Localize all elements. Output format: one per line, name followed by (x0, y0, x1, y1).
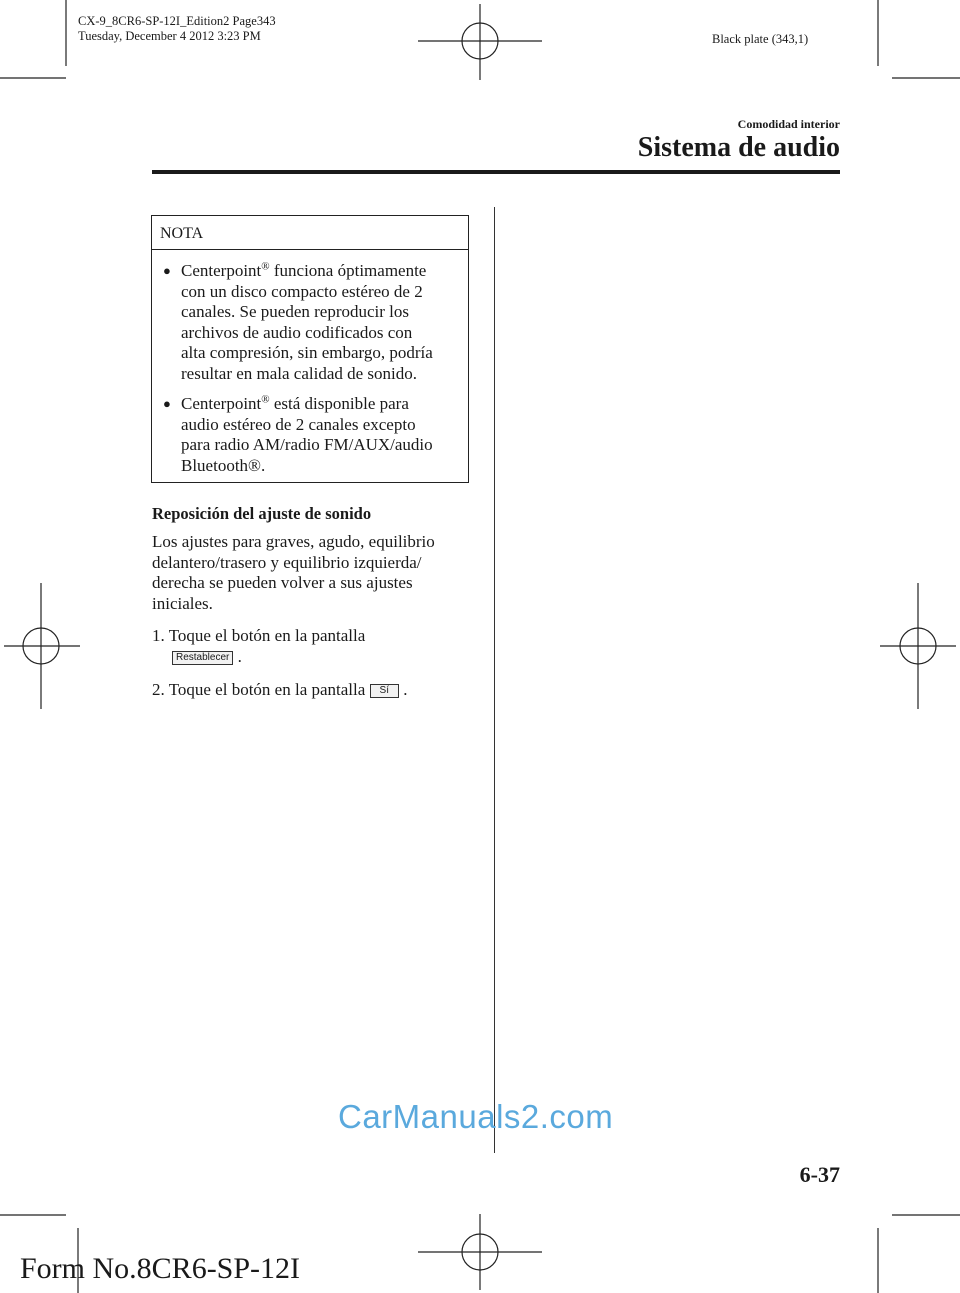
note-item-1-line: con un disco compacto estéreo de 2 (181, 281, 423, 301)
column-divider (494, 207, 495, 1153)
note-title: NOTA (152, 216, 468, 250)
section-title: Comodidad interior (737, 117, 840, 131)
plate-label: Black plate (343,1) (712, 32, 809, 46)
note-item-1-line: archivos de audio codificados con (181, 322, 413, 342)
note-item-2-line: para radio AM/radio FM/AUX/audio (181, 435, 433, 454)
note-item-1-line: canales. Se pueden reproducir los (181, 302, 409, 321)
note-item-2-text (181, 394, 466, 476)
step-2 (152, 680, 492, 701)
registered-mark: ® (261, 260, 270, 273)
note-item-2-line: audio estéreo de 2 canales excepto (181, 414, 416, 434)
print-metadata (78, 14, 276, 44)
reset-paragraph-line: Los ajustes para graves, agudo, equilibrio (152, 532, 435, 551)
note-item-1-line: alta compresión, sin embargo, podría (181, 343, 433, 362)
note-item-1 (163, 261, 463, 391)
bullet-icon: ● (163, 263, 171, 278)
reset-heading: Reposición del ajuste de sonido (152, 504, 372, 523)
print-metadata-line1: CX-9_8CR6-SP-12I_Edition2 Page343 (78, 14, 276, 28)
note-box (151, 215, 469, 483)
note-item-2-prefix: Centerpoint (181, 394, 262, 413)
step-1-button-line (172, 647, 242, 667)
note-item-1-prefix: Centerpoint (181, 261, 262, 280)
reset-paragraph-line: iniciales. (152, 593, 213, 613)
restablecer-button-icon: Restablecer (172, 651, 233, 665)
note-item-2-line: está disponible para (269, 394, 409, 413)
step-2-end: . (403, 680, 408, 699)
bullet-icon: ● (163, 396, 171, 411)
note-item-2 (163, 394, 463, 478)
page-number: 6-37 (799, 1162, 840, 1187)
form-number: Form No.8CR6-SP-12I (20, 1252, 301, 1285)
chapter-title: Sistema de audio (637, 132, 840, 163)
reset-paragraph-line: delantero/trasero y equilibrio izquierda/ (152, 552, 422, 572)
note-item-1-line: resultar en mala calidad de sonido. (181, 363, 418, 383)
reset-paragraph (152, 532, 482, 614)
registered-mark: ® (261, 393, 270, 406)
watermark: CarManuals2.com (338, 1098, 614, 1135)
header-rule (152, 170, 840, 174)
step-1-text: 1. Toque el botón en la pantalla (152, 626, 366, 645)
step-2-text: 2. Toque el botón en la pantalla (152, 680, 366, 699)
note-item-1-text (181, 261, 466, 384)
note-item-1-line: funciona óptimamente (269, 261, 427, 280)
step-1-end: . (237, 647, 242, 666)
reset-paragraph-line: derecha se pueden volver a sus ajustes (152, 573, 413, 592)
note-item-2-line: Bluetooth®. (181, 455, 266, 475)
si-button-icon: Sí (370, 684, 399, 698)
print-metadata-line2: Tuesday, December 4 2012 3:23 PM (78, 29, 261, 43)
step-1 (152, 626, 482, 647)
